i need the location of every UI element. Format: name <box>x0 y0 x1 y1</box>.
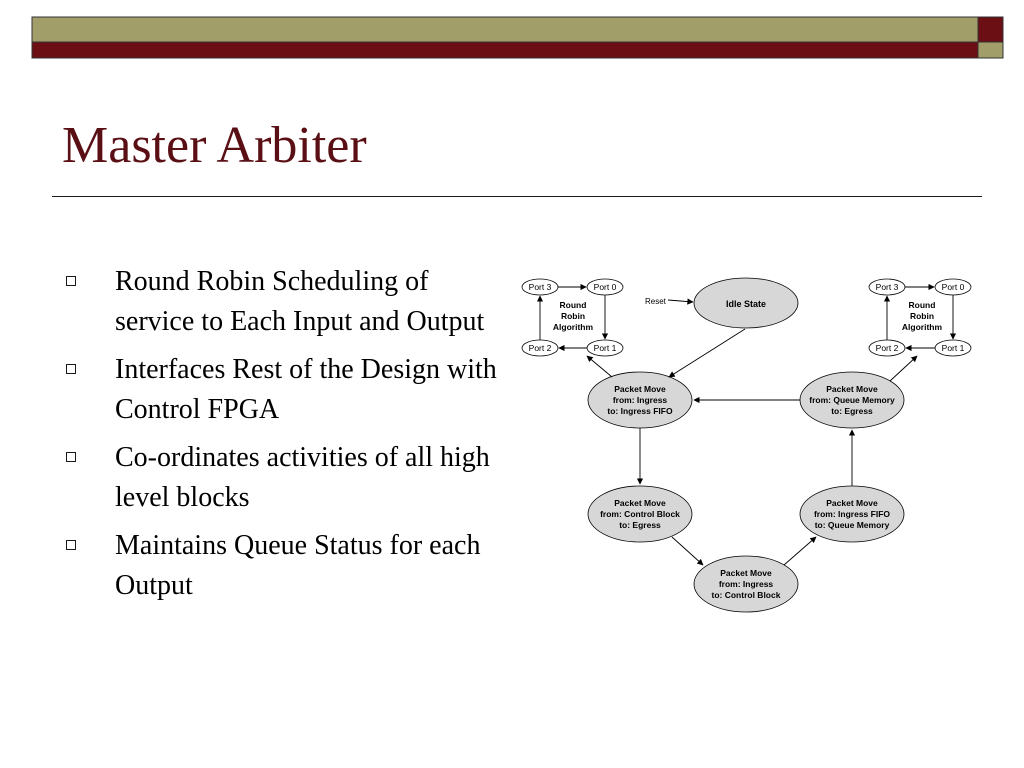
state-fifo-to-queue <box>800 486 904 542</box>
square-bullet-icon <box>66 364 76 374</box>
left-port1-label: Port 1 <box>593 343 617 353</box>
state-control-to-egress <box>588 486 692 542</box>
arrow-control-egress-to-ingress-control <box>672 537 703 565</box>
bullet-text: Co-ordinates activities of all high level blocks <box>115 442 490 513</box>
bullet-text: Interfaces Rest of the Design with Control FPGA <box>115 354 497 425</box>
state-label-line2: from: Control Block <box>600 509 680 519</box>
left-rr-label-line3: Algorithm <box>552 322 594 332</box>
state-label-line2: from: Ingress <box>612 395 668 405</box>
square-bullet-icon <box>66 540 76 550</box>
state-label-line1: Packet Move <box>826 498 878 508</box>
state-queue-to-egress <box>800 372 904 428</box>
left-round-robin <box>522 279 623 356</box>
header-olive-band <box>32 17 978 42</box>
right-rr-label-line2: Robin <box>909 311 935 321</box>
state-label-line1: Packet Move <box>826 384 878 394</box>
left-port2-label: Port 2 <box>528 343 552 353</box>
state-ingress-to-control <box>694 556 798 612</box>
arrow-idle-to-ingress-fifo <box>669 329 745 377</box>
right-rr-label-line3: Algorithm <box>901 322 943 332</box>
bullet-item <box>62 526 502 606</box>
reset-label: Reset <box>645 297 666 306</box>
left-rr-label-line2: Robin <box>560 311 586 321</box>
header-corner-olive <box>978 42 1003 58</box>
right-port0-label: Port 0 <box>941 282 965 292</box>
state-label-line3: to: Egress <box>831 406 873 416</box>
title-divider <box>52 196 982 197</box>
state-label-line3: to: Control Block <box>711 590 781 600</box>
page-title: Master Arbiter <box>62 117 367 174</box>
arrow-ingress-control-to-fifo-queue <box>784 537 816 565</box>
state-label-line2: from: Ingress <box>718 579 774 589</box>
arrow-reset-idle <box>668 300 693 302</box>
idle-state-label: Idle State <box>725 299 767 309</box>
bullet-text: Round Robin Scheduling of service to Each Input and Output <box>115 266 485 337</box>
right-port3-label: Port 3 <box>875 282 899 292</box>
header-corner-maroon <box>978 17 1003 42</box>
bullet-item <box>62 350 502 430</box>
square-bullet-icon <box>66 276 76 286</box>
right-rr-label-line1: Round <box>908 300 936 310</box>
header-maroon-band <box>32 42 978 58</box>
bullet-item <box>62 262 502 342</box>
state-label-line3: to: Queue Memory <box>814 520 890 530</box>
state-label-line1: Packet Move <box>720 568 772 578</box>
left-port0-label: Port 0 <box>593 282 617 292</box>
state-label-line3: to: Ingress FIFO <box>607 406 673 416</box>
left-port3-label: Port 3 <box>528 282 552 292</box>
square-bullet-icon <box>66 452 76 462</box>
bullet-text: Maintains Queue Status for each Output <box>115 530 481 601</box>
state-label-line1: Packet Move <box>614 384 666 394</box>
bullet-list <box>62 262 502 614</box>
arrow-ingress-fifo-to-left-rr <box>587 356 612 377</box>
state-label-line2: from: Queue Memory <box>809 395 895 405</box>
right-port1-label: Port 1 <box>941 343 965 353</box>
state-diagram <box>515 270 975 620</box>
state-label-line1: Packet Move <box>614 498 666 508</box>
state-label-line2: from: Ingress FIFO <box>813 509 891 519</box>
header-bar <box>0 0 1024 70</box>
state-label-line3: to: Egress <box>619 520 661 530</box>
bullet-item <box>62 438 502 518</box>
left-rr-label-line1: Round <box>559 300 587 310</box>
right-round-robin <box>869 279 971 356</box>
arrow-queue-egress-to-right-rr <box>890 356 917 381</box>
state-ingress-to-fifo <box>588 372 692 428</box>
right-port2-label: Port 2 <box>875 343 899 353</box>
